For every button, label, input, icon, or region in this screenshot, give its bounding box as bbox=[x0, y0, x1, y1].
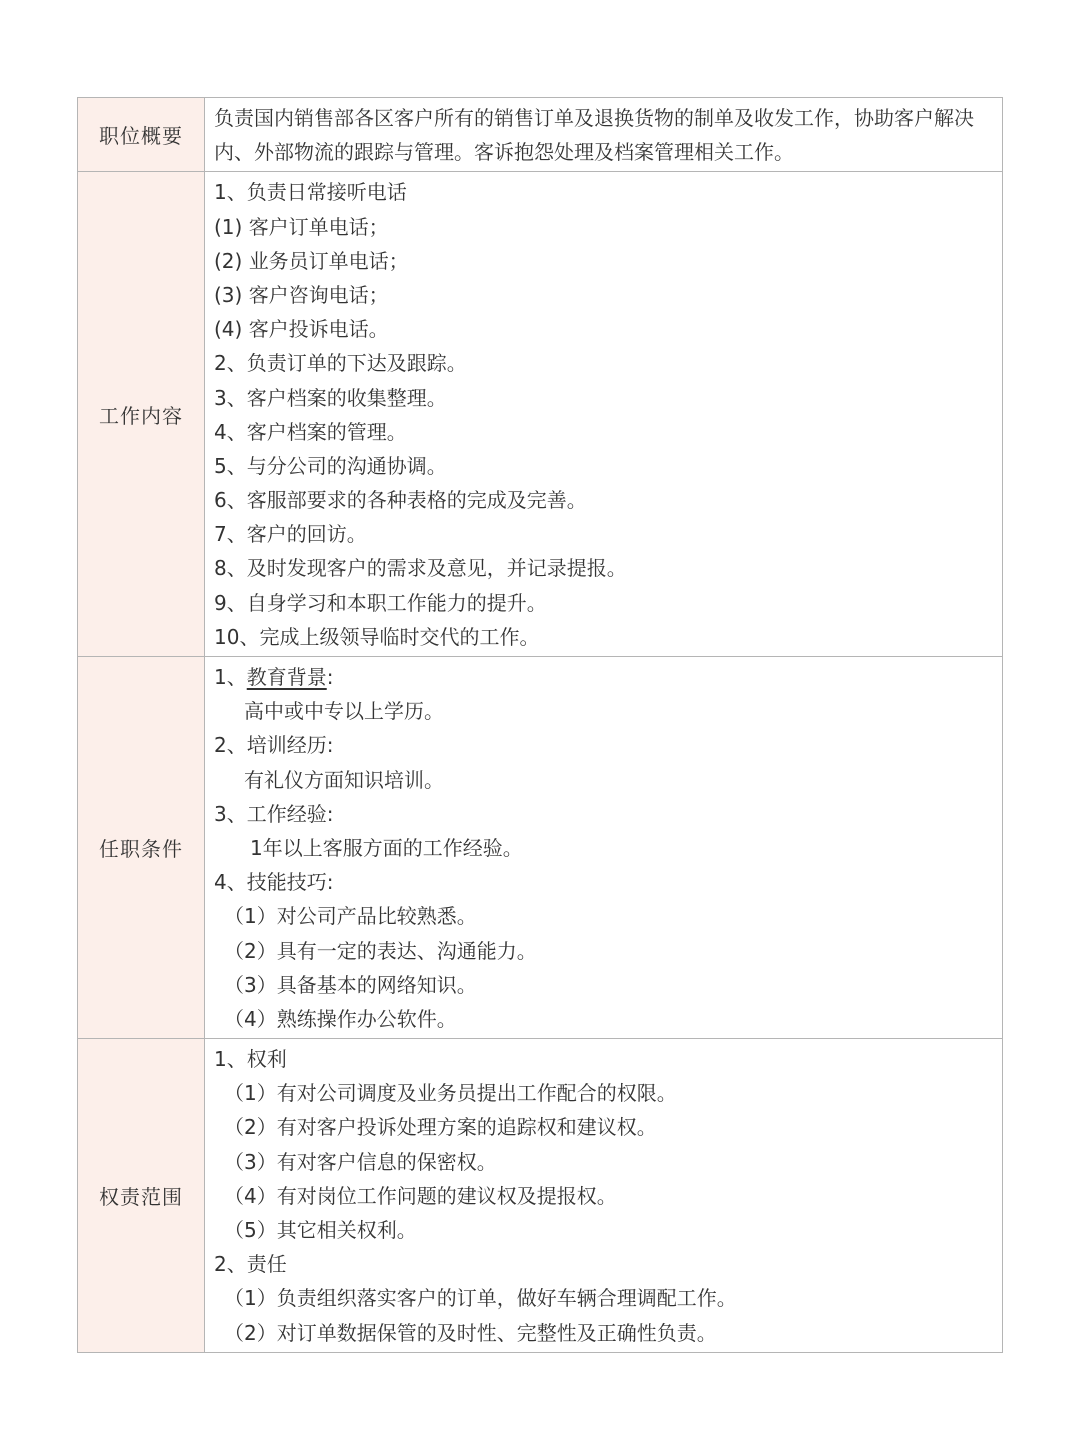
qual-line: （2）具有一定的表达、沟通能力。 bbox=[224, 938, 537, 963]
edu-title: 教育背景 bbox=[246, 665, 327, 689]
header-authority: 权责范围 bbox=[78, 1039, 205, 1353]
work-line: 6、客服部要求的各种表格的完成及完善。 bbox=[214, 488, 587, 513]
qual-line: 2、培训经历: bbox=[214, 733, 334, 758]
content-work bbox=[205, 172, 1003, 657]
authority-line: （1）负责组织落实客户的订单，做好车辆合理调配工作。 bbox=[224, 1286, 737, 1311]
qual-line: 高中或中专以上学历。 bbox=[244, 699, 444, 724]
row-authority bbox=[78, 1039, 1003, 1353]
work-line: 7、客户的回访。 bbox=[214, 522, 367, 547]
authority-line: 1、权利 bbox=[214, 1047, 287, 1072]
work-line: (3) 客户咨询电话； bbox=[214, 282, 389, 307]
header-qualifications: 任职条件 bbox=[78, 657, 205, 1039]
overview-line: 内、外部物流的跟踪与管理。客诉抱怨处理及档案管理相关工作。 bbox=[214, 140, 794, 165]
work-line: (1) 客户订单电话； bbox=[214, 214, 389, 239]
qual-line: 4、技能技巧: bbox=[214, 870, 334, 895]
work-line: 9、自身学习和本职工作能力的提升。 bbox=[214, 590, 547, 615]
authority-line: （4）有对岗位工作问题的建议权及提报权。 bbox=[224, 1183, 617, 1208]
authority-line: （2）对订单数据保管的及时性、完整性及正确性负责。 bbox=[224, 1320, 717, 1345]
work-line: 10、完成上级领导临时交代的工作。 bbox=[214, 624, 540, 649]
work-line: (2) 业务员订单电话； bbox=[214, 248, 409, 273]
authority-line: （5）其它相关权利。 bbox=[224, 1218, 417, 1242]
edu-prefix: 1、 bbox=[214, 665, 247, 689]
qual-line: （3）具备基本的网络知识。 bbox=[224, 972, 477, 997]
job-description-table bbox=[77, 97, 1003, 1353]
authority-line: （1）有对公司调度及业务员提出工作配合的权限。 bbox=[224, 1081, 677, 1106]
header-work-content: 工作内容 bbox=[78, 172, 205, 657]
authority-line: （3）有对客户信息的保密权。 bbox=[224, 1149, 497, 1174]
work-line: 4、客户档案的管理。 bbox=[214, 419, 407, 444]
work-line: 8、及时发现客户的需求及意见，并记录提报。 bbox=[214, 556, 627, 581]
authority-line: （2）有对客户投诉处理方案的追踪权和建议权。 bbox=[224, 1115, 657, 1140]
content-overview bbox=[205, 98, 1003, 172]
qual-line: 1年以上客服方面的工作经验。 bbox=[250, 835, 523, 860]
qual-line: 3、工作经验: bbox=[214, 801, 334, 826]
qual-line: （1）对公司产品比较熟悉。 bbox=[224, 904, 477, 929]
row-overview bbox=[78, 98, 1003, 172]
work-line: 2、负责订单的下达及跟踪。 bbox=[214, 351, 467, 376]
edu-suffix: : bbox=[326, 665, 334, 689]
content-authority bbox=[205, 1039, 1003, 1353]
qual-line: （4）熟练操作办公软件。 bbox=[224, 1006, 457, 1031]
qual-line: 有礼仪方面知识培训。 bbox=[244, 767, 444, 792]
header-overview: 职位概要 bbox=[78, 98, 205, 172]
authority-line: 2、责任 bbox=[214, 1252, 287, 1277]
qual-line-education bbox=[214, 660, 994, 694]
work-line: 5、与分公司的沟通协调。 bbox=[214, 453, 447, 478]
row-qualifications bbox=[78, 657, 1003, 1039]
overview-line: 负责国内销售部各区客户所有的销售订单及退换货物的制单及收发工作，协助客户解决 bbox=[214, 106, 974, 130]
work-line: 1、负责日常接听电话 bbox=[214, 180, 407, 205]
work-line: (4) 客户投诉电话。 bbox=[214, 317, 389, 342]
content-qualifications bbox=[205, 657, 1003, 1039]
work-line: 3、客户档案的收集整理。 bbox=[214, 385, 447, 410]
row-work-content bbox=[78, 172, 1003, 657]
